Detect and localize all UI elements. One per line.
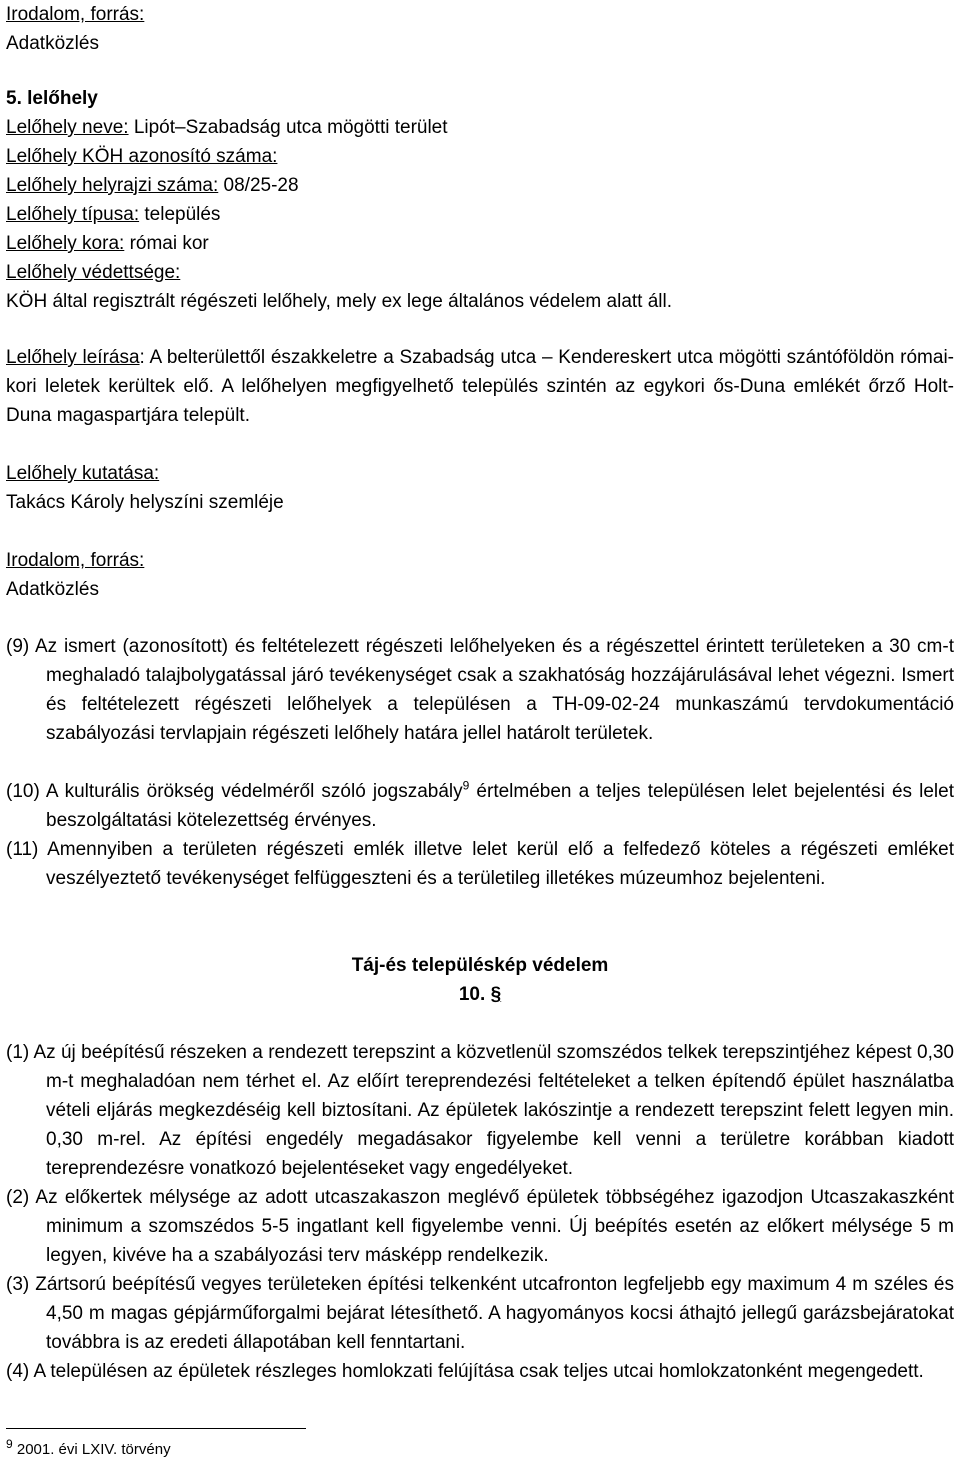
site-description: Lelőhely leírása: A belterülettől északkeletre a Szabadság utca – Kendereskert utca mögötti szántóföldön római-kori leletek kerültek elő. A lelőhelyen megfigyelhető település szintén az egykori ős-Duna emlékét őrző Holt-Duna magaspartjára települt. — [6, 347, 954, 426]
literature-value: Adatközlés — [6, 579, 99, 600]
footnote: $^9$ 2001. évi LXIV. törvény — [6, 1437, 171, 1458]
section-title: Táj-és településkép védelem — [351, 955, 609, 976]
literature-label-top: Irodalom, forrás: — [6, 4, 145, 25]
footnote-divider — [6, 1428, 306, 1429]
literature-value-top: Adatközlés — [6, 33, 99, 54]
site-heading: 5. lelőhely — [6, 88, 98, 109]
paragraph-11: (11) Amennyiben a területen régészeti emlék illetve lelet kerül elő a felfedező köteles a régészeti emléket veszélyeztető tevékenységet felfüggeszteni és a területileg illetékes múzeumhoz bejelenteni. — [6, 839, 954, 889]
section-paragraph-2: (2) Az előkertek mélysége az adott utcaszakaszon meglévő épületek többségéhez igazodjon Utcaszakaszként minimum a szomszédos 5-5 ingatlant kell figyelembe venni. Új beépítés esetén az előkert mélysége 5 m legyen, kivéve ha a szabályozási terv másképp rendelkezik. — [6, 1187, 954, 1266]
literature-label: Irodalom, forrás: — [6, 550, 145, 571]
section-number: 10. § — [458, 984, 502, 1005]
site-koh-id: Lelőhely KÖH azonosító száma: — [6, 146, 278, 167]
site-protection-label: Lelőhely védettsége: — [6, 262, 181, 283]
site-protection-value: KÖH által regisztrált régészeti lelőhely, mely ex lege általános védelem alatt áll. — [6, 291, 673, 312]
site-research-label: Lelőhely kutatása: — [6, 463, 160, 484]
site-type: Lelőhely típusa: település — [6, 204, 221, 225]
section-paragraph-1: (1) Az új beépítésű részeken a rendezett terepszint a közvetlenül szomszédos telkek terepszintjéhez képest 0,30 m-t meghaladóan nem térhet el. Az előírt tereprendezési feltételeket a telken építendő épület használatba vételi eljárás megkezdéséig kell biztosítani. Az épületek lakószintje a rendezett terepszint felett legyen min. 0,30 m-rel. Az építési engedély megadásakor figyelembe kell venni a területre korábban kiadott tereprendezésre vonatkozó bejelentéseket vagy engedélyeket. — [6, 1042, 954, 1179]
footnote-reference: 9 — [462, 778, 470, 793]
site-plot-number: Lelőhely helyrajzi száma: 08/25-28 — [6, 175, 299, 196]
section-paragraph-4: (4) A településen az épületek részleges homlokzati felújítása csak teljes utcai homlokzatonként megengedett. — [6, 1361, 924, 1382]
paragraph-10: (10) A kulturális örökség védelméről szóló jogszabály$^9$ értelmében a teljes településen lelet bejelentési és lelet beszolgáltatási kötelezettség érvényes. — [6, 778, 954, 831]
section-paragraph-3: (3) Zártsorú beépítésű vegyes területeken építési telkenként utcafronton legfeljebb egy maximum 4 m széles és 4,50 m magas gépjárműforgalmi bejárat létesíthető. A hagyományos kocsi áthajtó jellegű garázsbejáratokat továbbra is az eredeti állapotában kell fenntartani. — [6, 1274, 954, 1353]
site-name: Lelőhely neve: Lipót–Szabadság utca mögötti terület — [6, 117, 448, 138]
paragraph-9: (9) Az ismert (azonosított) és feltételezett régészeti lelőhelyeken és a régészettel érintett területeken a 30 cm-t meghaladó talajbolygatással járó tevékenységet csak a szakhatóság hozzájárulásával lehet végezni. Ismert és feltételezett régészeti lelőhelyek a településen a TH-09-02-24 munkaszámú tervdokumentáció szabályozási tervlapjain régészeti lelőhely határa jellel határolt területek. — [6, 636, 954, 744]
site-age: Lelőhely kora: római kor — [6, 233, 209, 254]
site-research-value: Takács Károly helyszíni szemléje — [6, 492, 284, 513]
